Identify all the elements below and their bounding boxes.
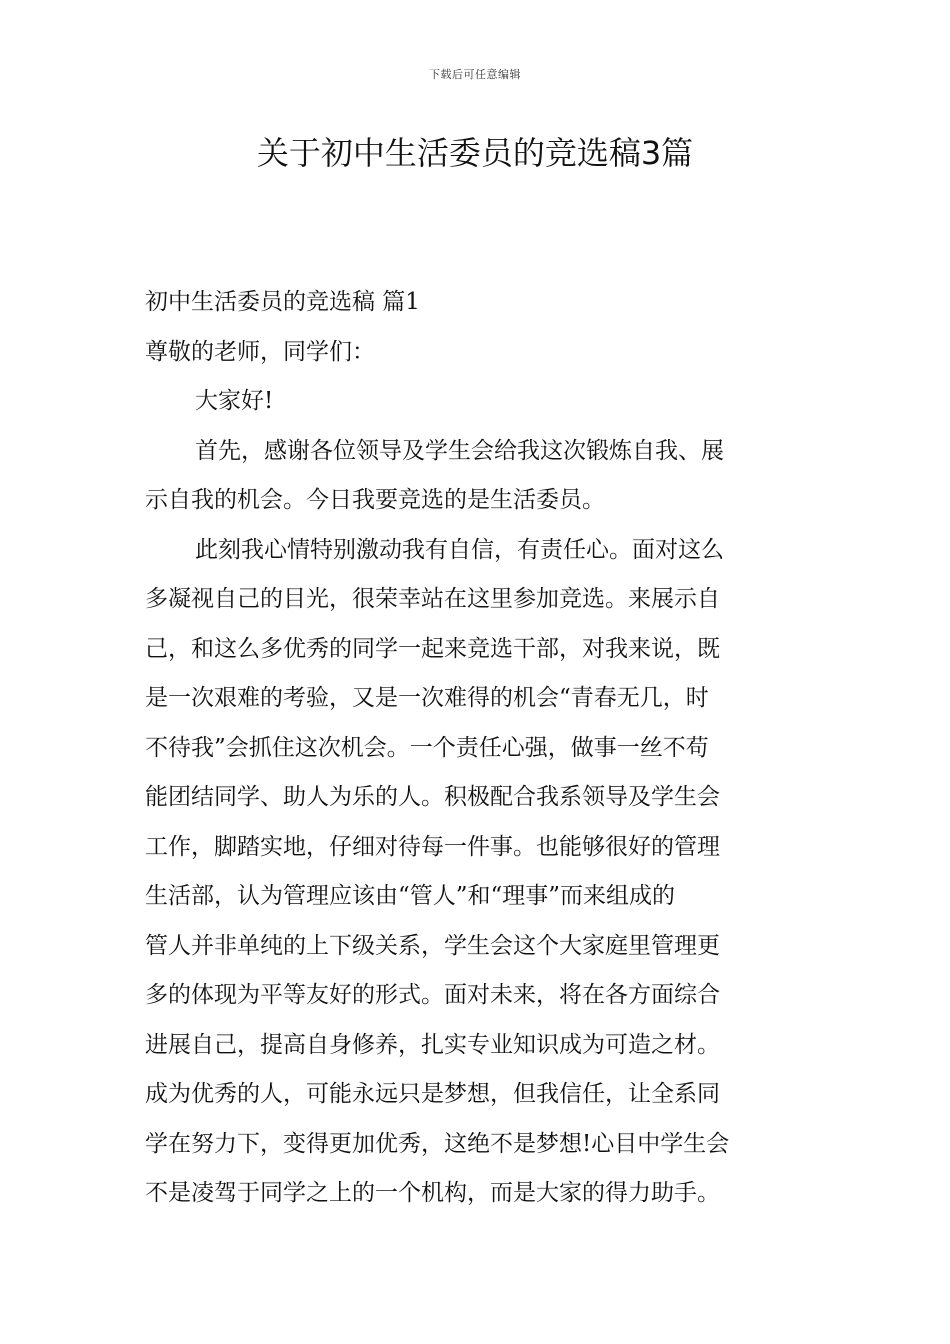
text-line: 生活部，认为管理应该由“管人”和“理事”而来组成的: [145, 883, 676, 909]
text-line: 学在努力下，变得更加优秀，这绝不是梦想!心目中学生会: [145, 1130, 730, 1157]
document-body: [145, 278, 810, 1219]
salutation: 尊敬的老师，同学们：: [145, 338, 375, 365]
text-line: 不待我”会抓住这次机会。一个责任心强，做事一丝不苟: [145, 734, 709, 761]
section-heading: 初中生活委员的竞选稿 篇1: [145, 289, 420, 315]
text-line: 工作，脚踏实地，仔细对待每一件事。也能够很好的管理: [145, 833, 720, 860]
paragraph-lines: [145, 377, 810, 1219]
text-line: 不是凌驾于同学之上的一个机构，而是大家的得力助手。: [145, 1180, 720, 1206]
text-line: 多的体现为平等友好的形式。面对未来，将在各方面综合: [145, 982, 720, 1008]
text-line: 首先，感谢各位领导及学生会给我这次锻炼自我、展: [195, 437, 724, 464]
text-line: 大家好!: [195, 388, 274, 414]
text-line: 进展自己，提高自身修养，扎实专业知识成为可造之材。: [145, 1031, 720, 1058]
text-line: 能团结同学、助人为乐的人。积极配合我系领导及学生会: [145, 784, 720, 810]
text-line: 多凝视自己的目光，很荣幸站在这里参加竞选。来展示自: [145, 586, 720, 612]
document-title: 关于初中生活委员的竞选稿3篇: [256, 134, 694, 172]
text-line: 此刻我心情特别激动我有自信，有责任心。面对这么: [195, 536, 724, 563]
header-note: 下载后可任意编辑: [429, 68, 521, 81]
text-line: 管人并非单纯的上下级关系，学生会这个大家庭里管理更: [145, 932, 720, 959]
text-line: 是一次艰难的考验，又是一次难得的机会“青春无几，时: [145, 685, 709, 711]
text-line: 成为优秀的人，可能永远只是梦想，但我信任，让全系同: [145, 1081, 720, 1107]
text-line: 示自我的机会。今日我要竞选的是生活委员。: [145, 487, 605, 513]
text-line: 己，和这么多优秀的同学一起来竞选干部，对我来说，既: [145, 635, 720, 662]
